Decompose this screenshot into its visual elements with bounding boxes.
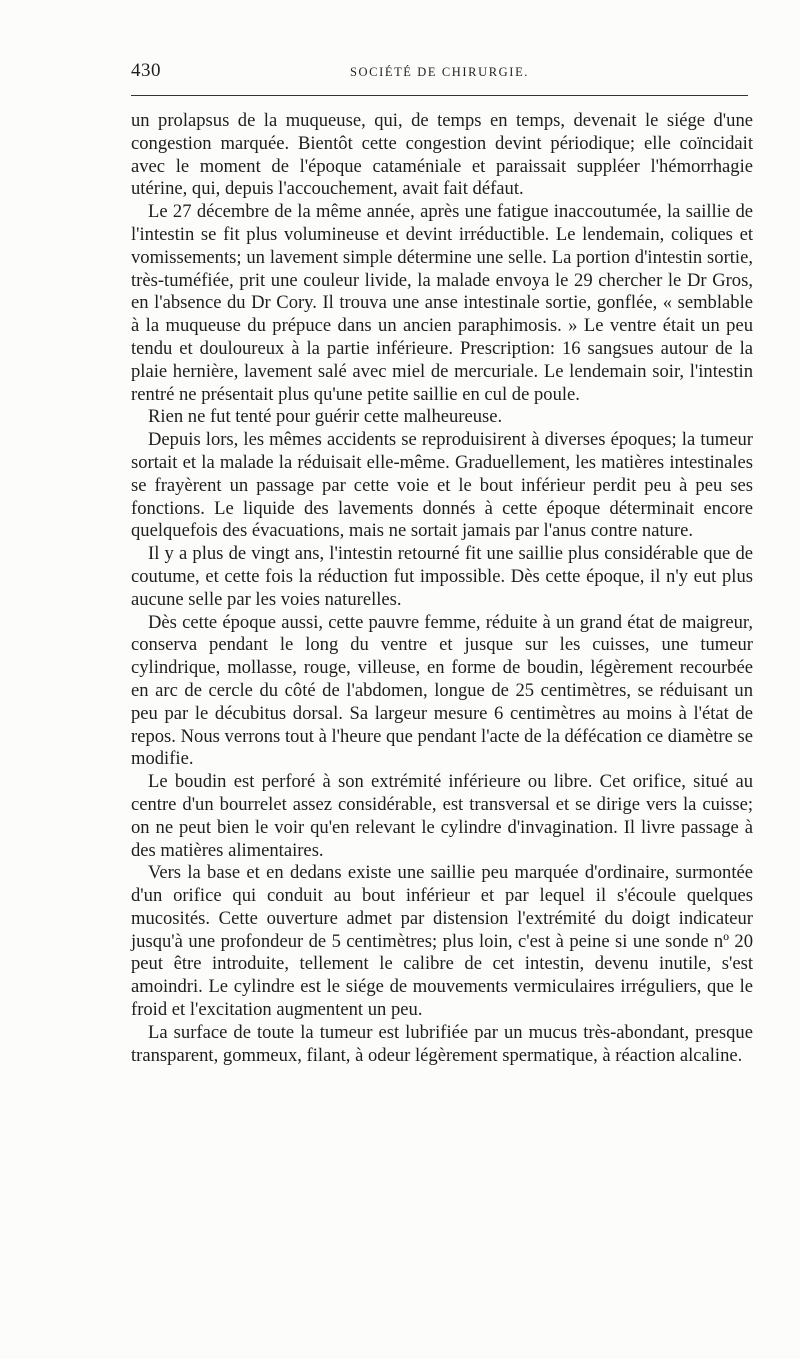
paragraph: Depuis lors, les mêmes accidents se reproduisirent à diverses époques; la tumeur sortait et la malade la réduisait elle-même. Graduellement, les matières intestinales se frayèrent un passage par cette voie et le bout inférieur perdit peu à peu ses fonctions. Le liquide des lavements donnés à cette époque déterminait encore quelquefois des évacuations, mais ne sortait jamais par l'anus contre nature. — [131, 429, 753, 542]
header-rule — [131, 95, 748, 96]
paragraph: La surface de toute la tumeur est lubrifiée par un mucus très-abondant, presque transparent, gommeux, filant, à odeur légèrement spermatique, à réaction alcaline. — [131, 1021, 753, 1066]
paragraph: Il y a plus de vingt ans, l'intestin retourné fit une saillie plus considérable que de coutume, et cette fois la réduction fut impossible. Dès cette époque, il n'y eut plus aucune selle par les voies naturelles. — [131, 543, 753, 610]
page-number: 430 — [131, 60, 161, 81]
paragraph: Dès cette époque aussi, cette pauvre femme, réduite à un grand état de maigreur, conserva pendant le long du ventre et jusque sur les cuisses, une tumeur cylindrique, mollasse, rouge, villeuse, en forme de boudin, légèrement recourbée en arc de cercle du côté de l'abdomen, longue de 25 centimètres, se réduisant un peu par le décubitus dorsal. Sa largeur mesure 6 centimètres au moins à l'état de repos. Nous verrons tout à l'heure que pendant l'acte de la défécation ce diamètre se modifie. — [131, 611, 753, 770]
running-title: SOCIÉTÉ DE CHIRURGIE. — [349, 65, 530, 79]
paragraph: Rien ne fut tenté pour guérir cette malheureuse. — [148, 406, 503, 428]
paragraph: Le boudin est perforé à son extrémité inférieure ou libre. Cet orifice, situé au centre d'un bourrelet assez considérable, est transversal et se dirige vers la cuisse; on ne peut bien le voir qu'en relevant le cylindre d'invagination. Il livre passage à des matières alimentaires. — [131, 771, 753, 861]
page-header — [131, 60, 748, 88]
body-text — [131, 110, 753, 1067]
paragraph: Le 27 décembre de la même année, après une fatigue inaccoutumée, la saillie de l'intestin se fit plus volumineuse et devint irréductible. Le lendemain, coliques et vomissements; un lavement simple détermine une selle. La portion d'intestin sortie, très-tuméfiée, prit une couleur livide, la malade envoya le 29 chercher le Dr Gros, en l'absence du Dr Cory. Il trouva une anse intestinale sortie, gonflée, « semblable à la muqueuse du prépuce dans un ancien paraphimosis. » Le ventre était un peu tendu et douloureux à la partie inférieure. Prescription: 16 sangsues autour de la plaie hernière, lavement salé avec miel de mercuriale. Le lendemain soir, l'intestin rentré ne présentait plus qu'une petite saillie en cul de poule. — [131, 201, 753, 405]
paragraph: Vers la base et en dedans existe une saillie peu marquée d'ordinaire, surmontée d'un orifice qui conduit au bout inférieur et par lequel il s'écoule quelques mucosités. Cette ouverture admet par distension l'extrémité du doigt indicateur jusqu'à une profondeur de 5 centimètres; plus loin, c'est à peine si une sonde nº 20 peut être introduite, tellement le calibre de cet intestin, devenu inutile, s'est amoindri. Le cylindre est le siége de mouvements vermiculaires irréguliers, que le froid et l'excitation augmentent un peu. — [131, 862, 753, 1021]
paragraph: un prolapsus de la muqueuse, qui, de temps en temps, devenait le siége d'une congestion marquée. Bientôt cette congestion devint périodique; elle coïncidait avec le moment de l'époque cataméniale et paraissait suppléer l'hémorrhagie utérine, qui, depuis l'accouchement, avait fait défaut. — [131, 110, 753, 200]
